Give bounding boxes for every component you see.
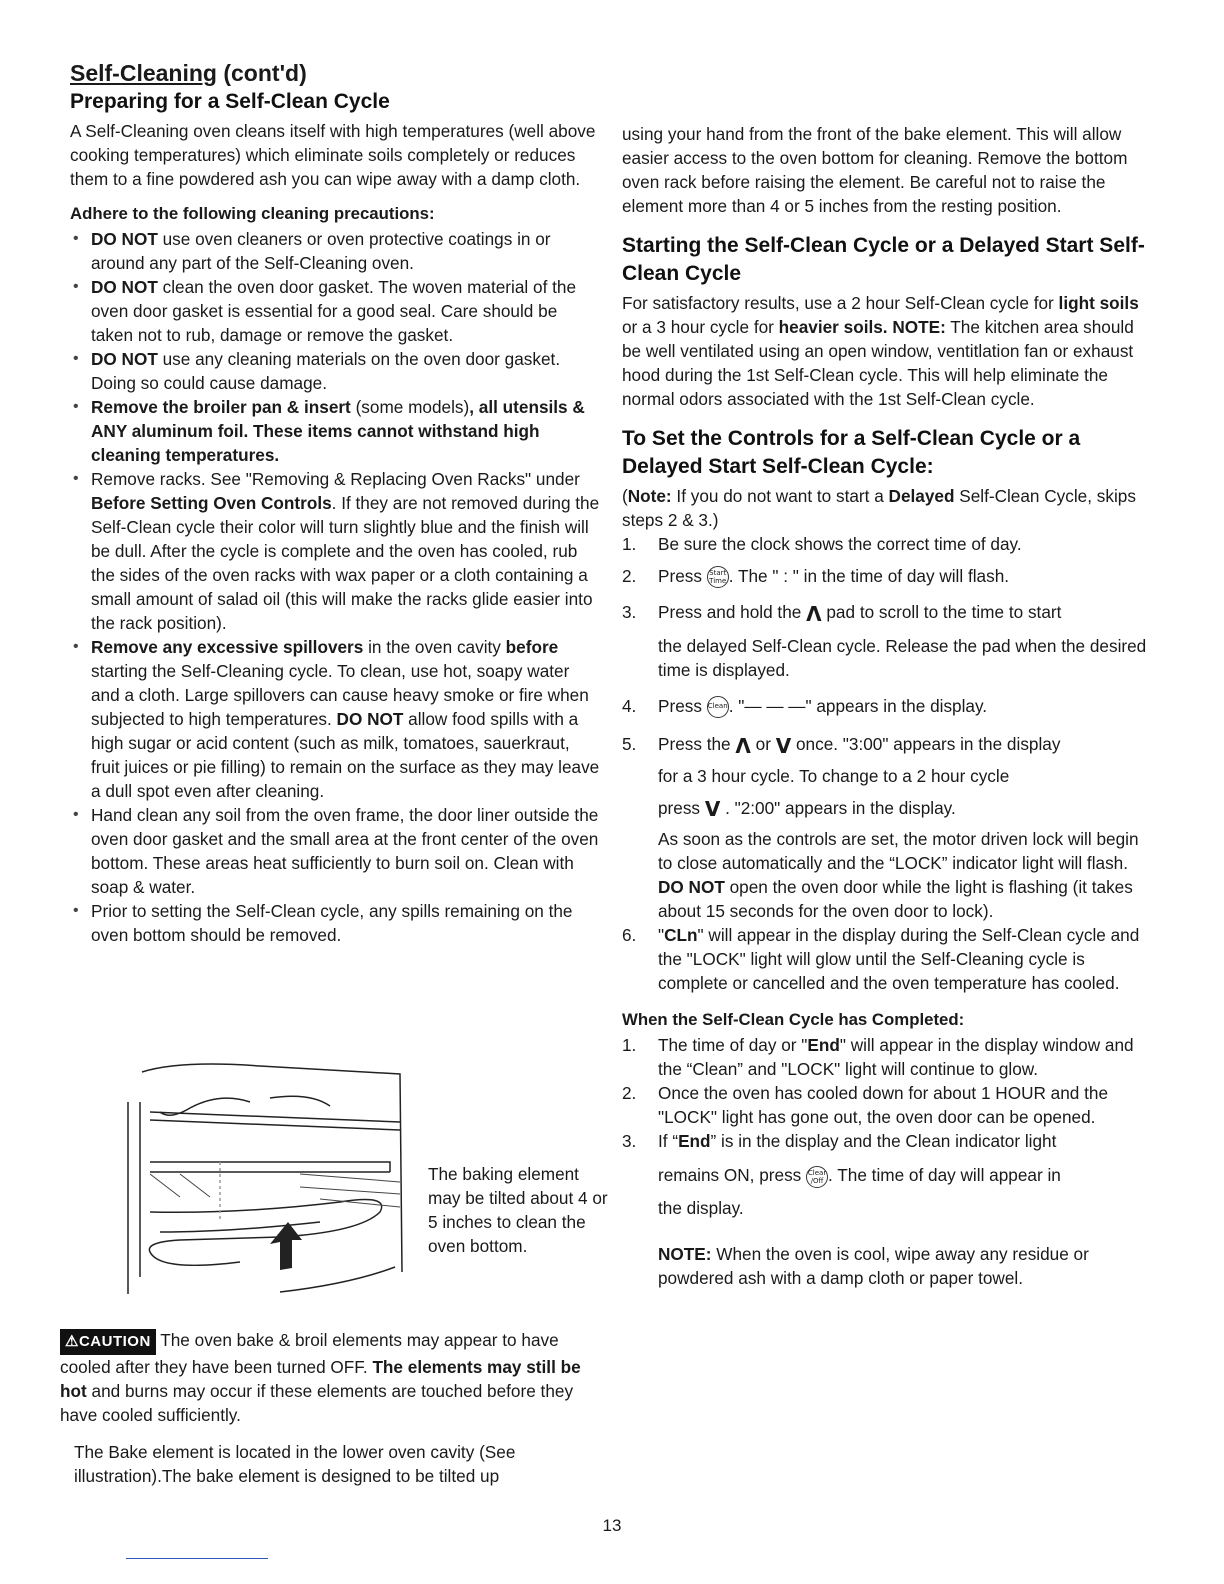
step-number: 3. xyxy=(622,602,637,623)
step-text: Press xyxy=(658,695,707,716)
step-item xyxy=(622,1129,1154,1289)
key-label: Start xyxy=(709,569,727,578)
footer-rule xyxy=(126,1558,268,1559)
lift-arrow-icon xyxy=(270,1222,302,1270)
step-text: As soon as the controls are set, the motor driven lock will begin to close automatically and the “LOCK” indicator light will flash. xyxy=(658,829,1139,874)
step-number: 2. xyxy=(622,566,637,586)
step-text: If “ xyxy=(658,1131,679,1152)
list-item xyxy=(70,899,600,947)
step-text: or xyxy=(750,734,776,755)
step-text: The time of day or " xyxy=(658,1035,808,1056)
emphasis: End xyxy=(678,1131,711,1152)
continued-text: using your hand from the front of the bake element. This will allow easier access to the oven bottom for cleaning. Remove the bottom oven rack before raising the element. Be careful not to raise the element more than 4 or 5 inches from the resting position. xyxy=(622,124,1128,216)
step-item xyxy=(622,694,1154,718)
step-text: for a 3 hour cycle. To change to a 2 hour cycle xyxy=(658,765,1010,786)
step-item xyxy=(622,923,1154,995)
emphasis: Delayed xyxy=(888,486,955,506)
step-item xyxy=(622,1081,1154,1129)
emphasis: CLn xyxy=(664,925,698,946)
caution-text: The oven bake & broil elements may appear to have cooled after they have been turned OFF. xyxy=(60,1330,559,1377)
left-column xyxy=(70,58,600,947)
emphasis: , all utensils & ANY aluminum foil. These items cannot withstand high cleaning temperatures. xyxy=(91,397,585,465)
step-text: " will appear in the display window and the “Clean” and "LOCK" light will continue to glow. xyxy=(658,1035,1134,1080)
item-text: Hand clean any soil from the oven frame, the door liner outside the oven door gasket and the small area at the front center of the oven bottom. These areas heat sufficiently to burn soil on. Clean with soap & water. xyxy=(91,805,599,897)
emphasis: DO NOT xyxy=(658,877,725,898)
completed-steps xyxy=(622,1033,1154,1289)
list-item xyxy=(70,635,600,803)
item-text: use any cleaning materials on the oven door gasket. Doing so could cause damage. xyxy=(91,349,561,393)
item-text: . If they are not removed during the Self-Clean cycle their color will turn slightly blue and the finish will be dull. After the cycle is complete and the oven has cooled, rub the sides of the oven racks with wax paper or a cloth containing a small amount of salad oil (this will make the racks glide easier into the rack position). xyxy=(91,493,600,633)
step-item xyxy=(622,564,1154,588)
item-text: Prior to setting the Self-Clean cycle, any spills remaining on the oven bottom should be removed. xyxy=(91,901,573,945)
text: Self-Clean Cycle, skips steps 2 & 3.) xyxy=(622,486,1136,530)
item-text: use oven cleaners or oven protective coatings in or around any part of the Self-Cleaning oven. xyxy=(91,229,551,273)
caution-badge: ⚠CAUTION xyxy=(60,1329,156,1355)
step-item xyxy=(622,1033,1154,1081)
step-text: When the oven is cool, wipe away any residue or powdered ash with a damp cloth or paper towel. xyxy=(658,1243,1089,1288)
step-text: open the oven door while the light is flashing (it takes about 15 seconds for the oven door to lock). xyxy=(658,877,1133,922)
emphasis: Note: xyxy=(627,486,672,506)
item-text: Remove racks. See "Removing & Replacing Oven Racks" under xyxy=(91,469,580,489)
emphasis: DO NOT xyxy=(91,349,158,369)
down-arrow-icon: V xyxy=(775,733,792,758)
list-item xyxy=(70,803,600,899)
text: ( xyxy=(622,486,628,506)
step-number: 6. xyxy=(622,925,637,946)
emphasis: DO NOT xyxy=(91,229,158,249)
emphasis: Remove the broiler pan & insert xyxy=(91,397,351,417)
step-number: 1. xyxy=(622,1035,637,1056)
list-item xyxy=(70,227,600,275)
step-number: 4. xyxy=(622,695,637,716)
list-item xyxy=(70,275,600,347)
key-label: Clear xyxy=(807,1168,827,1177)
step-text: . "— — —" appears in the display. xyxy=(728,695,988,716)
up-arrow-icon: Λ xyxy=(806,601,822,626)
step-text: pad to scroll to the time to start xyxy=(821,602,1062,623)
step-number: 5. xyxy=(622,734,637,755)
step-text: remains ON, press xyxy=(658,1165,807,1186)
caution-block xyxy=(60,1328,590,1427)
item-text: in the oven cavity xyxy=(363,637,506,657)
bake-element-note xyxy=(74,1440,594,1488)
step-text: ” is in the display and the Clean indicator light xyxy=(710,1131,1057,1152)
step-text: . The " : " in the time of day will flash. xyxy=(728,566,1010,586)
item-text: starting the Self-Cleaning cycle. To clean, use hot, soapy water and a cloth. Large spillovers can cause heavy smoke or fire when subjected to high temperatures. xyxy=(91,661,589,729)
completed-heading: When the Self-Clean Cycle has Completed: xyxy=(622,1010,965,1030)
list-item xyxy=(70,467,600,635)
starting-text xyxy=(622,291,1154,411)
step-number: 1. xyxy=(622,534,637,554)
step-text: press xyxy=(658,797,705,818)
section-title xyxy=(70,58,600,88)
step-text: Once the oven has cooled down for about 1 HOUR and the "LOCK" light has gone out, the oven door can be opened. xyxy=(658,1083,1109,1128)
emphasis: heavier soils. NOTE: xyxy=(778,317,946,337)
caution-badge-label: CAUTION xyxy=(78,1333,151,1350)
step-number: 3. xyxy=(622,1131,637,1152)
emphasis: before xyxy=(505,637,559,657)
text: or a 3 hour cycle for xyxy=(622,317,779,337)
bake-note-text: The Bake element is located in the lower oven cavity (See illustration).The bake element is designed to be tilted up xyxy=(74,1442,516,1486)
precautions-list xyxy=(70,227,600,947)
step-text: . "2:00" appears in the display. xyxy=(720,797,956,818)
section-title-suffix: (cont'd) xyxy=(216,60,307,86)
step-item xyxy=(622,532,1154,556)
prep-intro: A Self-Cleaning oven cleans itself with high temperatures (well above cooking temperatures) which eliminate soils completely or reduces them to a fine powdered ash you can wipe away with a damp cloth. xyxy=(70,121,596,189)
up-arrow-icon: Λ xyxy=(735,733,751,758)
step-text: " xyxy=(658,925,665,946)
step-item xyxy=(622,732,1154,923)
emphasis: Before Setting Oven Controls xyxy=(91,493,332,513)
step-text: once. "3:00" appears in the display xyxy=(791,734,1061,755)
emphasis: DO NOT xyxy=(91,277,158,297)
item-text: (some models) xyxy=(350,397,470,417)
step-text: " will appear in the display during the Self-Clean cycle and the "LOCK" light will glow until the Self-Cleaning cycle is complete or cancelled and the oven temperature has cooled. xyxy=(658,925,1140,994)
step-text: Press the xyxy=(658,734,736,755)
caution-emphasis: The elements may still be hot xyxy=(60,1357,581,1401)
text: If you do not want to start a xyxy=(671,486,889,506)
starting-heading: Starting the Self-Clean Cycle or a Delayed Start Self-Clean Cycle xyxy=(622,234,1145,285)
emphasis: End xyxy=(807,1035,840,1056)
control-steps xyxy=(622,532,1154,995)
key-label: Clean xyxy=(707,702,728,711)
step-text: Be sure the clock shows the correct time of day. xyxy=(658,534,1022,554)
text: The kitchen area should be well ventilated using an open window, ventitlation fan or exhaust hood during the 1st Self-Clean cycle. This will help eliminate the normal odors associated with the 1st Self-Clean cycle. xyxy=(622,317,1134,409)
controls-note xyxy=(622,484,1154,532)
precautions-heading: Adhere to the following cleaning precautions: xyxy=(70,204,435,223)
clean-key-icon xyxy=(707,696,729,718)
emphasis: DO NOT xyxy=(336,709,404,729)
item-text: clean the oven door gasket. The woven material of the oven door gasket is essential for a good seal. Care should be taken not to rub, damage or remove the gasket. xyxy=(91,277,577,345)
step-text: . The time of day will appear in xyxy=(828,1165,1061,1186)
start-time-key-icon xyxy=(707,566,729,588)
step-text: the delayed Self-Clean cycle. Release the pad when the desired time is displayed. xyxy=(658,635,1147,680)
right-column xyxy=(622,122,1154,1290)
step-text: Press xyxy=(658,566,707,586)
emphasis: Remove any excessive spillovers xyxy=(91,637,364,657)
emphasis: light soils xyxy=(1058,293,1139,313)
emphasis: NOTE: xyxy=(658,1243,712,1264)
illustration-caption: The baking element may be tilted about 4 or 5 inches to clean the oven bottom. xyxy=(428,1164,608,1256)
key-label: /Off xyxy=(810,1176,824,1185)
page-number: 13 xyxy=(602,1516,622,1535)
step-item xyxy=(622,600,1154,681)
list-item xyxy=(70,395,600,467)
text: For satisfactory results, use a 2 hour Self-Clean cycle for xyxy=(622,293,1059,313)
list-item xyxy=(70,347,600,395)
item-text: allow food spills with a high sugar or acid content (such as milk, tomatoes, sauerkraut, fruit juices or pie filling) to remain on the surface as they may leave a dull spot even after cleaning. xyxy=(91,709,600,801)
caution-text-2: and burns may occur if these elements are touched before they have cooled sufficiently. xyxy=(60,1381,574,1425)
down-arrow-icon: V xyxy=(704,797,721,822)
clear-off-key-icon xyxy=(806,1166,828,1188)
key-label: Time xyxy=(709,577,727,586)
oven-illustration xyxy=(120,1062,420,1302)
step-number: 2. xyxy=(622,1083,637,1104)
step-text: Press and hold the xyxy=(658,602,807,623)
controls-heading: To Set the Controls for a Self-Clean Cycle or a Delayed Start Self-Clean Cycle: xyxy=(622,427,1081,478)
step-text: the display. xyxy=(658,1197,744,1218)
prep-heading: Preparing for a Self-Clean Cycle xyxy=(70,90,390,113)
section-title-main: Self-Cleaning xyxy=(70,60,217,86)
